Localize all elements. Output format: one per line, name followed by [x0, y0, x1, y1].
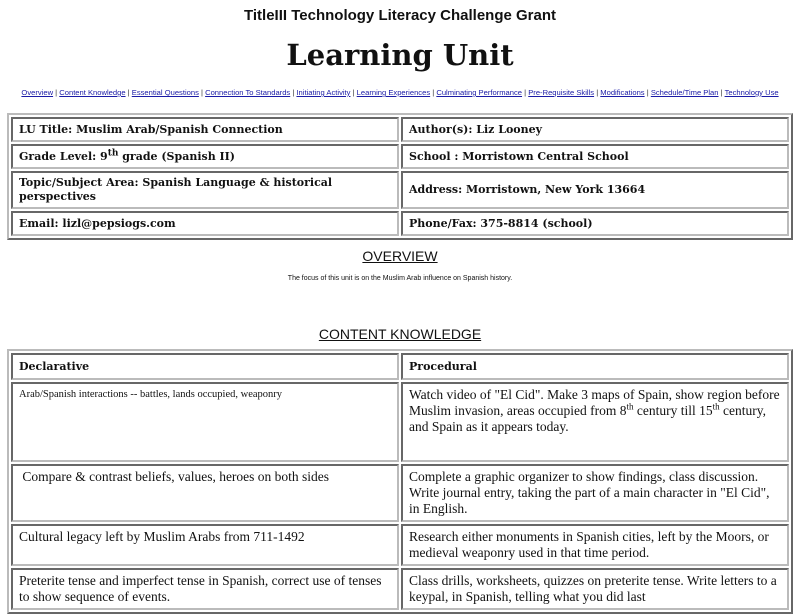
nav-link-initiating-activity[interactable]: Initiating Activity: [296, 88, 351, 97]
topic: Topic/Subject Area: Spanish Language & historical perspectives: [11, 171, 399, 209]
nav-separator: |: [290, 88, 297, 97]
nav-separator: |: [125, 88, 132, 97]
overview-heading: OVERVIEW: [362, 248, 438, 264]
procedural-cell: Complete a graphic organizer to show findings, class discussion. Write journal entry, taking the part of a main character in "El Cid", in English.: [401, 464, 789, 522]
email: Email: lizl@pepsiogs.com: [11, 211, 399, 236]
nav-link-modifications[interactable]: Modifications: [600, 88, 645, 97]
table-row: [11, 568, 789, 610]
nav-link-essential-questions[interactable]: Essential Questions: [131, 88, 199, 97]
nav-separator: |: [594, 88, 601, 97]
nav-link-content-knowledge[interactable]: Content Knowledge: [59, 88, 126, 97]
declarative-cell: Compare & contrast beliefs, values, heroes on both sides: [11, 464, 399, 522]
declarative-cell: Arab/Spanish interactions -- battles, lands occupied, weaponry: [11, 382, 399, 462]
table-row: [11, 382, 789, 462]
grade-level: Grade Level: 9th grade (Spanish II): [11, 144, 399, 169]
nav-link-learning-experiences[interactable]: Learning Experiences: [356, 88, 431, 97]
nav-separator: |: [198, 88, 206, 97]
nav-link-culminating-performance[interactable]: Culminating Performance: [436, 88, 523, 97]
unit-info-table: [7, 113, 793, 240]
lu-title: LU Title: Muslim Arab/Spanish Connection: [11, 117, 399, 142]
content-knowledge-heading: CONTENT KNOWLEDGE: [318, 326, 482, 342]
overview-text: The focus of this unit is on the Muslim Arab influence on Spanish history.: [287, 275, 513, 282]
nav-separator: |: [430, 88, 437, 97]
authors: Author(s): Liz Looney: [401, 117, 789, 142]
nav-link-pre-requisite-skills[interactable]: Pre-Requisite Skills: [528, 88, 595, 97]
declarative-cell: Preterite tense and imperfect tense in Spanish, correct use of tenses to show sequence of events.: [11, 568, 399, 610]
col-procedural: Procedural: [401, 353, 789, 380]
nav-link-schedule-time-plan[interactable]: Schedule/Time Plan: [650, 88, 719, 97]
procedural-cell: Class drills, worksheets, quizzes on preterite tense. Write letters to a keypal, in Spanish, telling what you did last: [401, 568, 789, 610]
content-knowledge-table: [7, 349, 793, 614]
nav-separator: |: [644, 88, 651, 97]
address: Address: Morristown, New York 13664: [401, 171, 789, 209]
grant-title: TitleIII Technology Literacy Challenge Grant: [243, 7, 556, 24]
col-declarative: Declarative: [11, 353, 399, 380]
phone: Phone/Fax: 375-8814 (school): [401, 211, 789, 236]
table-row: [11, 524, 789, 566]
nav-link-connection-to-standards[interactable]: Connection To Standards: [205, 88, 291, 97]
nav-separator: |: [350, 88, 357, 97]
procedural-cell: Watch video of "El Cid". Make 3 maps of Spain, show region before Muslim invasion, areas occupied from 8th century till 15th century, and Spain as it appears today.: [401, 382, 789, 462]
table-row: [11, 464, 789, 522]
nav-separator: |: [53, 88, 60, 97]
page-title: Learning Unit: [286, 38, 514, 72]
procedural-cell: Research either monuments in Spanish cities, left by the Moors, or medieval weaponry used in that time period.: [401, 524, 789, 566]
nav-link-technology-use[interactable]: Technology Use: [724, 88, 779, 97]
nav-separator: |: [718, 88, 725, 97]
nav-link-overview[interactable]: Overview: [21, 88, 54, 97]
school: School : Morristown Central School: [401, 144, 789, 169]
section-nav: [0, 88, 800, 98]
nav-separator: |: [522, 88, 529, 97]
declarative-cell: Cultural legacy left by Muslim Arabs from 711-1492: [11, 524, 399, 566]
